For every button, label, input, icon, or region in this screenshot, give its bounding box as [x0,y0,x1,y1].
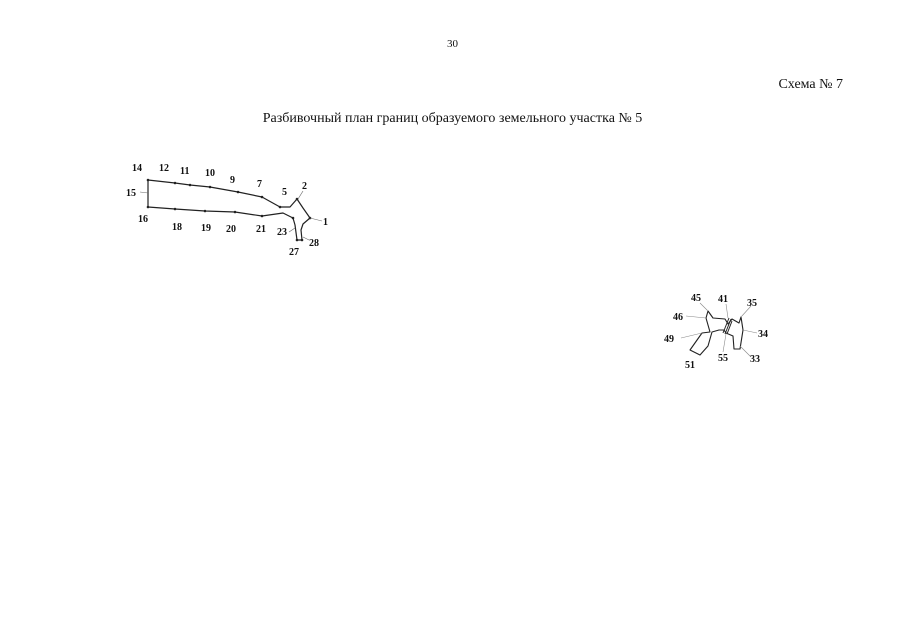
point-label-41: 41 [718,294,728,305]
vertex-marker [189,184,192,187]
point-label-19: 19 [201,223,211,234]
parcel-b-boundary [690,311,743,355]
leader-line [686,316,706,318]
vertex-marker [237,191,240,194]
parcel-b [664,293,768,371]
vertex-marker [261,215,264,218]
point-label-2: 2 [302,181,307,192]
plan-title: Разбивочный план границ образуемого земельного участка № 5 [262,111,643,126]
vertex-marker [296,198,299,201]
vertex-marker [234,211,237,214]
vertex-marker [209,186,212,189]
point-label-15: 15 [126,188,136,199]
point-label-45: 45 [691,293,701,304]
point-label-23: 23 [277,227,287,238]
point-label-20: 20 [226,224,236,235]
vertex-marker [301,239,304,242]
parcel-a-labels [126,163,328,258]
vertex-marker [147,206,150,209]
scheme-label: Схема № 7 [778,77,843,92]
vertex-marker [174,182,177,185]
vertex-marker [147,179,150,182]
parcel-a [126,163,328,258]
leader-line [298,191,303,199]
point-label-51: 51 [685,360,695,371]
leader-line [310,218,322,221]
point-label-7: 7 [257,179,262,190]
vertex-marker [296,239,299,242]
leader-line [723,334,726,352]
vertex-marker [279,206,282,209]
leader-line [289,228,295,232]
leader-line [700,303,708,311]
point-label-12: 12 [159,163,169,174]
point-label-10: 10 [205,168,215,179]
vertex-marker [204,210,207,213]
point-label-18: 18 [172,222,182,233]
vertex-marker [174,208,177,211]
leader-line [140,192,148,193]
leader-line [743,330,757,333]
point-label-49: 49 [664,334,674,345]
point-label-1: 1 [323,217,328,228]
parcel-b-inner [723,318,732,334]
point-label-16: 16 [138,214,148,225]
page-number: 30 [447,38,458,50]
point-label-5: 5 [282,187,287,198]
vertex-marker [261,196,264,199]
point-label-14: 14 [132,163,142,174]
point-label-35: 35 [747,298,757,309]
leader-line [726,304,728,318]
vertex-marker [292,217,295,220]
point-label-55: 55 [718,353,728,364]
point-label-33: 33 [750,354,760,365]
point-label-46: 46 [673,312,683,323]
point-label-11: 11 [180,166,190,177]
point-label-9: 9 [230,175,235,186]
point-label-27: 27 [289,247,299,258]
point-label-34: 34 [758,329,768,340]
point-label-28: 28 [309,238,319,249]
point-label-21: 21 [256,224,266,235]
